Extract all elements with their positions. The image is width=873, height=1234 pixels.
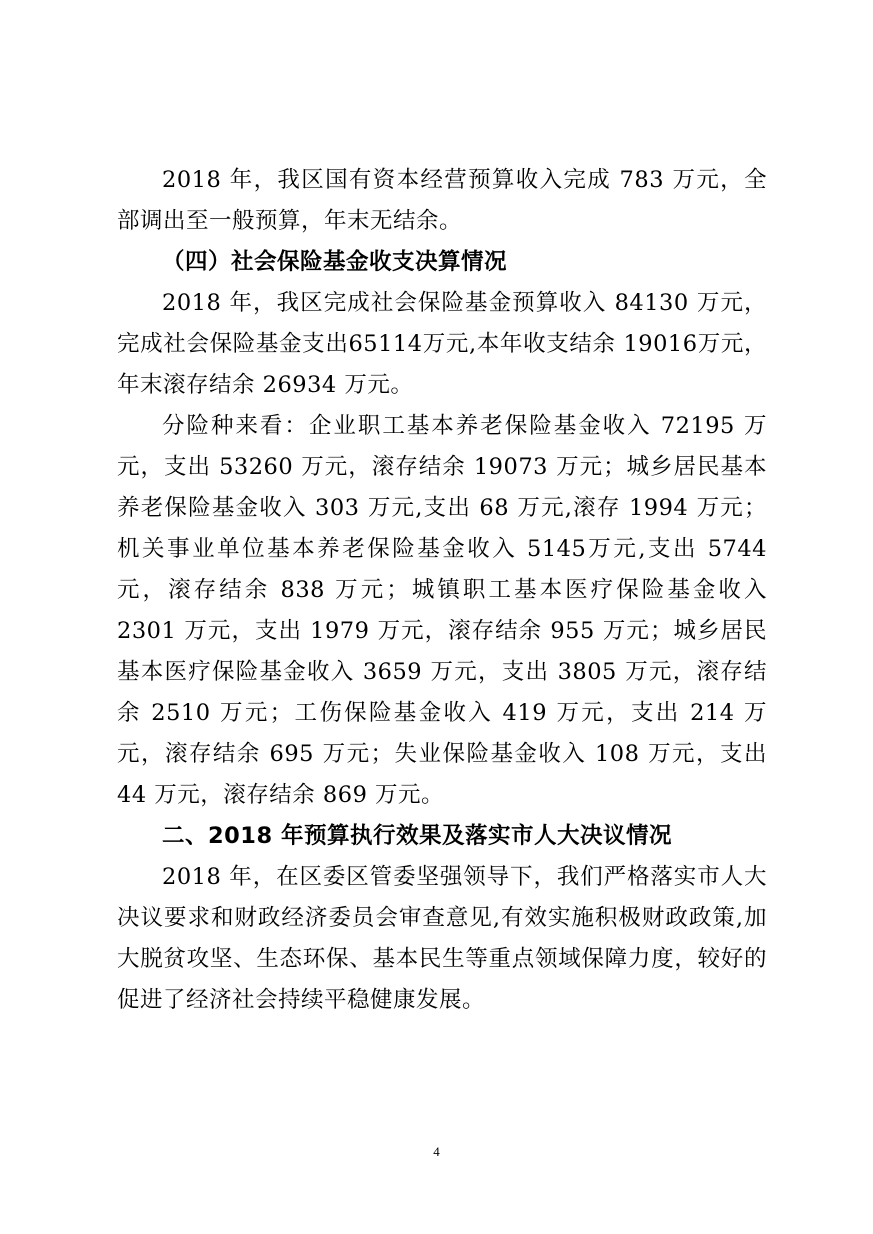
section-heading-social-insurance: （四）社会保险基金收支决算情况 <box>162 249 508 275</box>
section-heading-budget-execution: 二、2018 年预算执行效果及落实市人大决议情况 <box>162 823 672 849</box>
page-number: 4 <box>433 1144 440 1159</box>
paragraph-budget-execution: 2018 年，在区委区管委坚强领导下，我们严格落实市人大决议要求和财政经济委员会审查意见,有效实施积极财政政策,加大脱贫攻坚、生态环保、基本民生等重点领域保障力度，较好的促进了经济社会持续平稳健康发展。 <box>117 864 767 1013</box>
paragraph-social-insurance-summary: 2018 年，我区完成社会保险基金预算收入 84130 万元，完成社会保险基金支出65114万元,本年收支结余 19016万元，年末滚存结余 26934 万元。 <box>117 290 767 398</box>
paragraph-state-capital: 2018 年，我区国有资本经营预算收入完成 783 万元，全部调出至一般预算，年末无结余。 <box>117 167 767 234</box>
paragraph-insurance-breakdown: 分险种来看：企业职工基本养老保险基金收入 72195 万元，支出 53260 万元，滚存结余 19073 万元；城乡居民基本养老保险基金收入 303 万元,支出 68 万元,滚存 1994 万元；机关事业单位基本养老保险基金收入 5145万元,支出 5744 元，滚存结余 838 万元；城镇职工基本医疗保险基金收入 2301 万元，支出 1979 万元，滚存结余 955 万元；城乡居民基本医疗保险基金收入 3659 万元，支出 3805 万元，滚存结余 2510 万元；工伤保险基金收入 419 万元，支出 214 万元，滚存结余 695 万元；失业保险基金收入 108 万元，支出 44 万元，滚存结余 869 万元。 <box>117 413 767 808</box>
document-body <box>117 160 767 1021</box>
